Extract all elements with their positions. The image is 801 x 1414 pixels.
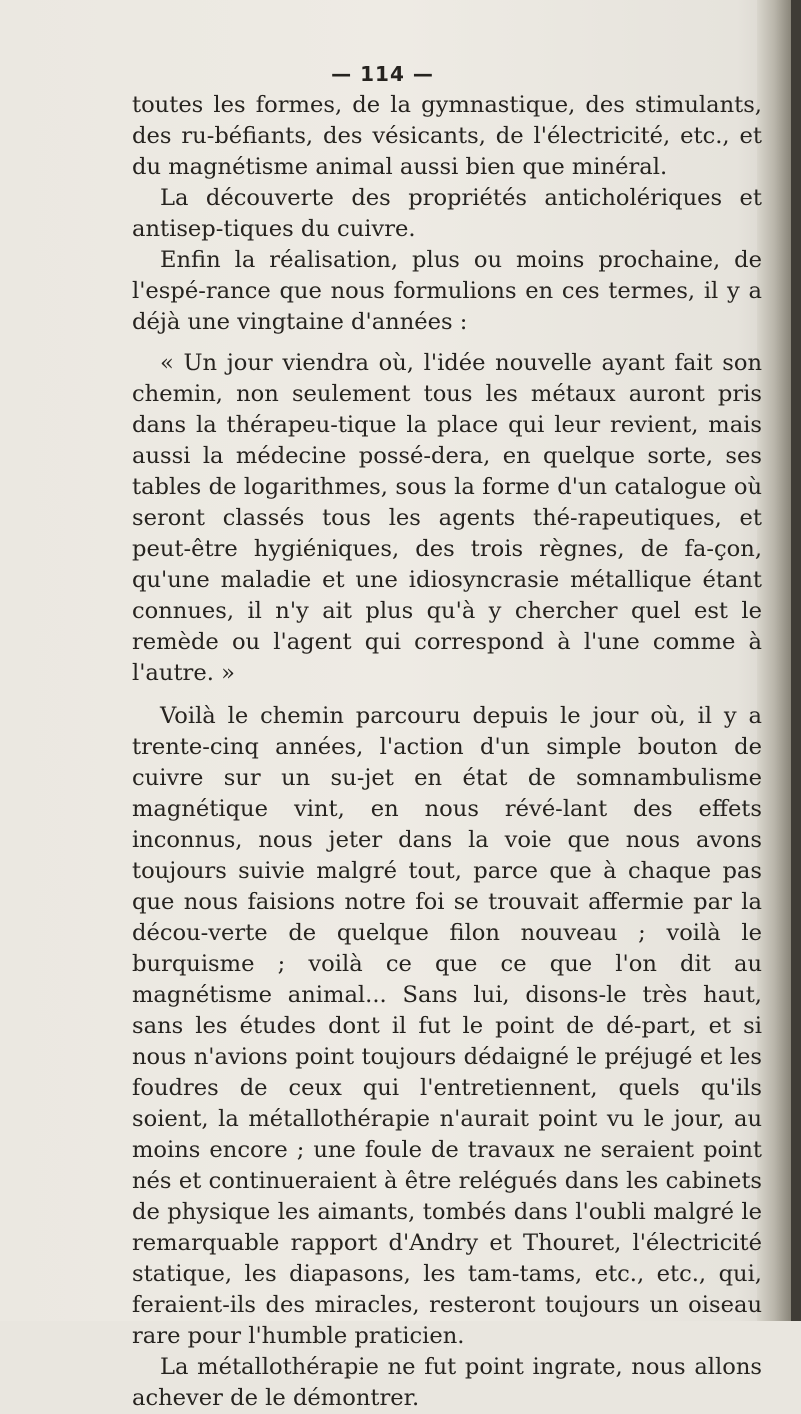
quote-paragraph: « Un jour viendra où, l'idée nouvelle ayant fait son chemin, non seulement tous les métaux auront pris dans la thérapeu-tique la place qui leur revient, mais aussi la médecine possé-dera, en quelque sorte, ses tables de logarithmes, sous la forme d'un catalogue où seront classés tous les agents thé-rapeutiques, et peut-être hygiéniques, des trois règnes, de fa-çon, qu'une maladie et une idiosyncrasie métallique étant connues, il n'y ait plus qu'à y chercher quel est le remède ou l'agent qui correspond à l'une comme à l'autre. » xyxy=(132,350,762,686)
paragraph-3: Enfin la réalisation, plus ou moins prochaine, de l'espé-rance que nous formulions en ces termes, il y a déjà une vingtaine d'années : xyxy=(132,247,762,335)
paragraph-1: toutes les formes, de la gymnastique, des stimulants, des ru-béfiants, des vésicants, de l'électricité, etc., et du magnétisme animal aussi bien que minéral. xyxy=(132,92,762,180)
paragraph-5: Voilà le chemin parcouru depuis le jour où, il y a trente-cinq années, l'action d'un simple bouton de cuivre sur un su-jet en état de somnambulisme magnétique vint, en nous révé-lant des effets inconnus, nous jeter dans la voie que nous avons toujours suivie malgré tout, parce que à chaque pas que nous faisions notre foi se trouvait affermie par la décou-verte de quelque filon nouveau ; voilà le burquisme ; voilà ce que ce que l'on dit au magnétisme animal... Sans lui, disons-le très haut, sans les études dont il fut le point de dé-part, et si nous n'avions point toujours dédaigné le préjugé et les foudres de ceux qui l'entretiennent, quels qu'ils soient, la métallothérapie n'aurait point vu le jour, au moins encore ; une foule de travaux ne seraient point nés et continueraient à être relégués dans les cabinets de physique les aimants, tombés dans l'oubli malgré le remarquable rapport d'Andry et Thouret, l'électricité statique, les diapasons, les tam-tams, etc., etc., qui, feraient-ils des miracles, resteront toujours un oiseau rare pour l'humble praticien. xyxy=(132,703,762,1349)
page-number: — 114 — xyxy=(331,62,434,86)
paragraph-2: La découverte des propriétés anticholériques et antisep-tiques du cuivre. xyxy=(132,185,762,242)
body-text xyxy=(132,90,762,1414)
paragraph-6: La métallothérapie ne fut point ingrate, nous allons achever de le démontrer. xyxy=(132,1354,762,1411)
page-edge xyxy=(791,0,801,1321)
